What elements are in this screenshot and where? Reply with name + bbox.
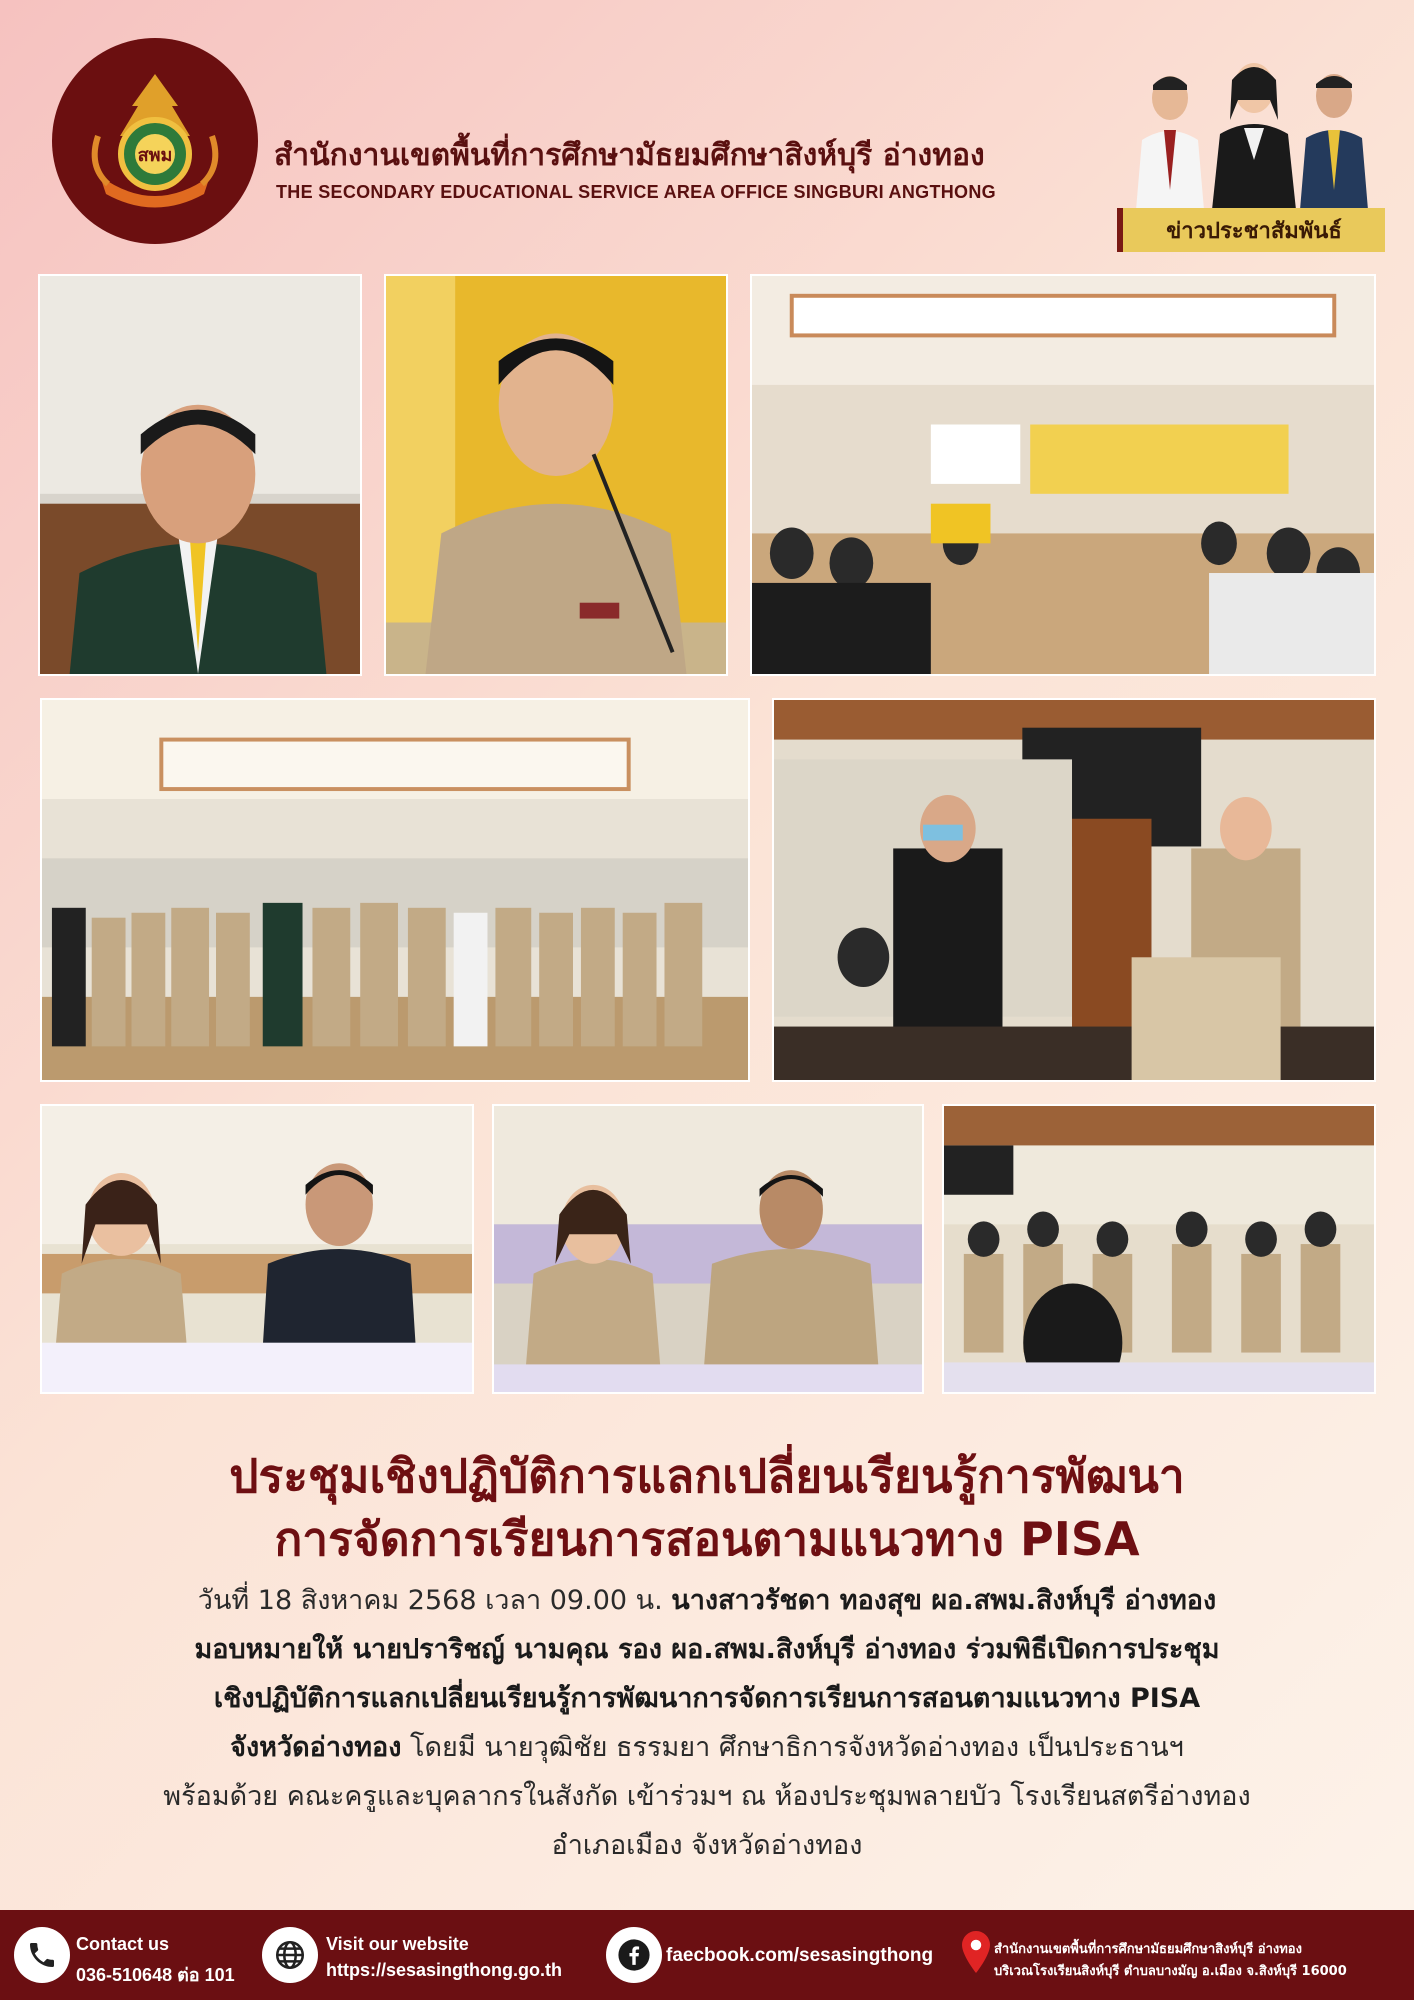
address-line-1: สำนักงานเขตพื้นที่การศึกษามัธยมศึกษาสิงห์บุรี อ่างทอง (994, 1942, 1302, 1957)
phone-icon (14, 1927, 70, 1983)
org-name-thai: สำนักงานเขตพื้นที่การศึกษามัธยมศึกษาสิงห์บุรี อ่างทอง (274, 138, 985, 173)
headline-line-2: การจัดการเรียนการสอนตามแนวทาง PISA (274, 1512, 1140, 1566)
facebook-icon (606, 1927, 662, 1983)
photo-official-green-suit (38, 274, 362, 676)
headline-line-1: ประชุมเชิงปฏิบัติการแลกเปลี่ยนเรียนรู้การพัฒนา (229, 1449, 1185, 1503)
org-logo (52, 38, 258, 244)
contact-phone[interactable]: 036-510648 ต่อ 101 (76, 1965, 235, 1985)
body-date-time: วันที่ 18 สิงหาคม 2568 เวลา 09.00 น. (197, 1585, 672, 1616)
website-link[interactable]: https://sesasingthong.go.th (326, 1960, 562, 1980)
org-name-english: THE SECONDARY EDUCATIONAL SERVICE AREA OFFICE SINGBURI ANGTHONG (276, 182, 996, 202)
body-line-2: มอบหมายให้ นายปราริชญ์ นามคุณ รอง ผอ.สพม.สิงห์บุรี อ่างทอง ร่วมพิธีเปิดการประชุม (194, 1634, 1220, 1665)
body-province: จังหวัดอ่างทอง (230, 1732, 402, 1763)
photo-speaker-with-microphone (772, 698, 1376, 1082)
executives-photo (1128, 50, 1380, 210)
photo-teachers-pair-2 (492, 1104, 924, 1394)
body-line-4 (0, 1725, 1414, 1768)
body-director-name: นางสาวรัชดา ทองสุข ผอ.สพม.สิงห์บุรี อ่างทอง (671, 1585, 1217, 1616)
body-line-1 (0, 1578, 1414, 1621)
photo-official-speaking (384, 274, 728, 676)
website-label: Visit our website (326, 1934, 469, 1954)
body-line-3: เชิงปฏิบัติการแลกเปลี่ยนเรียนรู้การพัฒนาการจัดการเรียนการสอนตามแนวทาง PISA (213, 1683, 1201, 1714)
photo-teachers-pair-1 (40, 1104, 474, 1394)
location-pin-icon (962, 1930, 990, 1974)
globe-icon (262, 1927, 318, 1983)
body-line-6: อำเภอเมือง จังหวัดอ่างทอง (551, 1830, 863, 1861)
seal-emblem-icon (80, 66, 230, 216)
pr-label: ข่าวประชาสัมพันธ์ (1117, 208, 1385, 252)
footer-bar (0, 1910, 1414, 2000)
photo-meeting-hall (750, 274, 1376, 676)
body-line-5: พร้อมด้วย คณะครูและบุคลากรในสังกัด เข้าร่วมฯ ณ ห้องประชุมพลายบัว โรงเรียนสตรีอ่างทอง (163, 1781, 1251, 1812)
facebook-link[interactable]: faecbook.com/sesasingthong (666, 1945, 934, 1966)
address-line-2: บริเวณโรงเรียนสิงห์บุรี ตำบลบางมัญ อ.เมือง จ.สิงห์บุรี 16000 (994, 1964, 1347, 1979)
svg-text:สพม: สพม (137, 145, 173, 166)
body-chair: โดยมี นายวุฒิชัย ธรรมยา ศึกษาธิการจังหวัดอ่างทอง เป็นประธานฯ (401, 1732, 1184, 1763)
contact-label: Contact us (76, 1934, 170, 1954)
photo-group (40, 698, 750, 1082)
photo-participants-seated (942, 1104, 1376, 1394)
